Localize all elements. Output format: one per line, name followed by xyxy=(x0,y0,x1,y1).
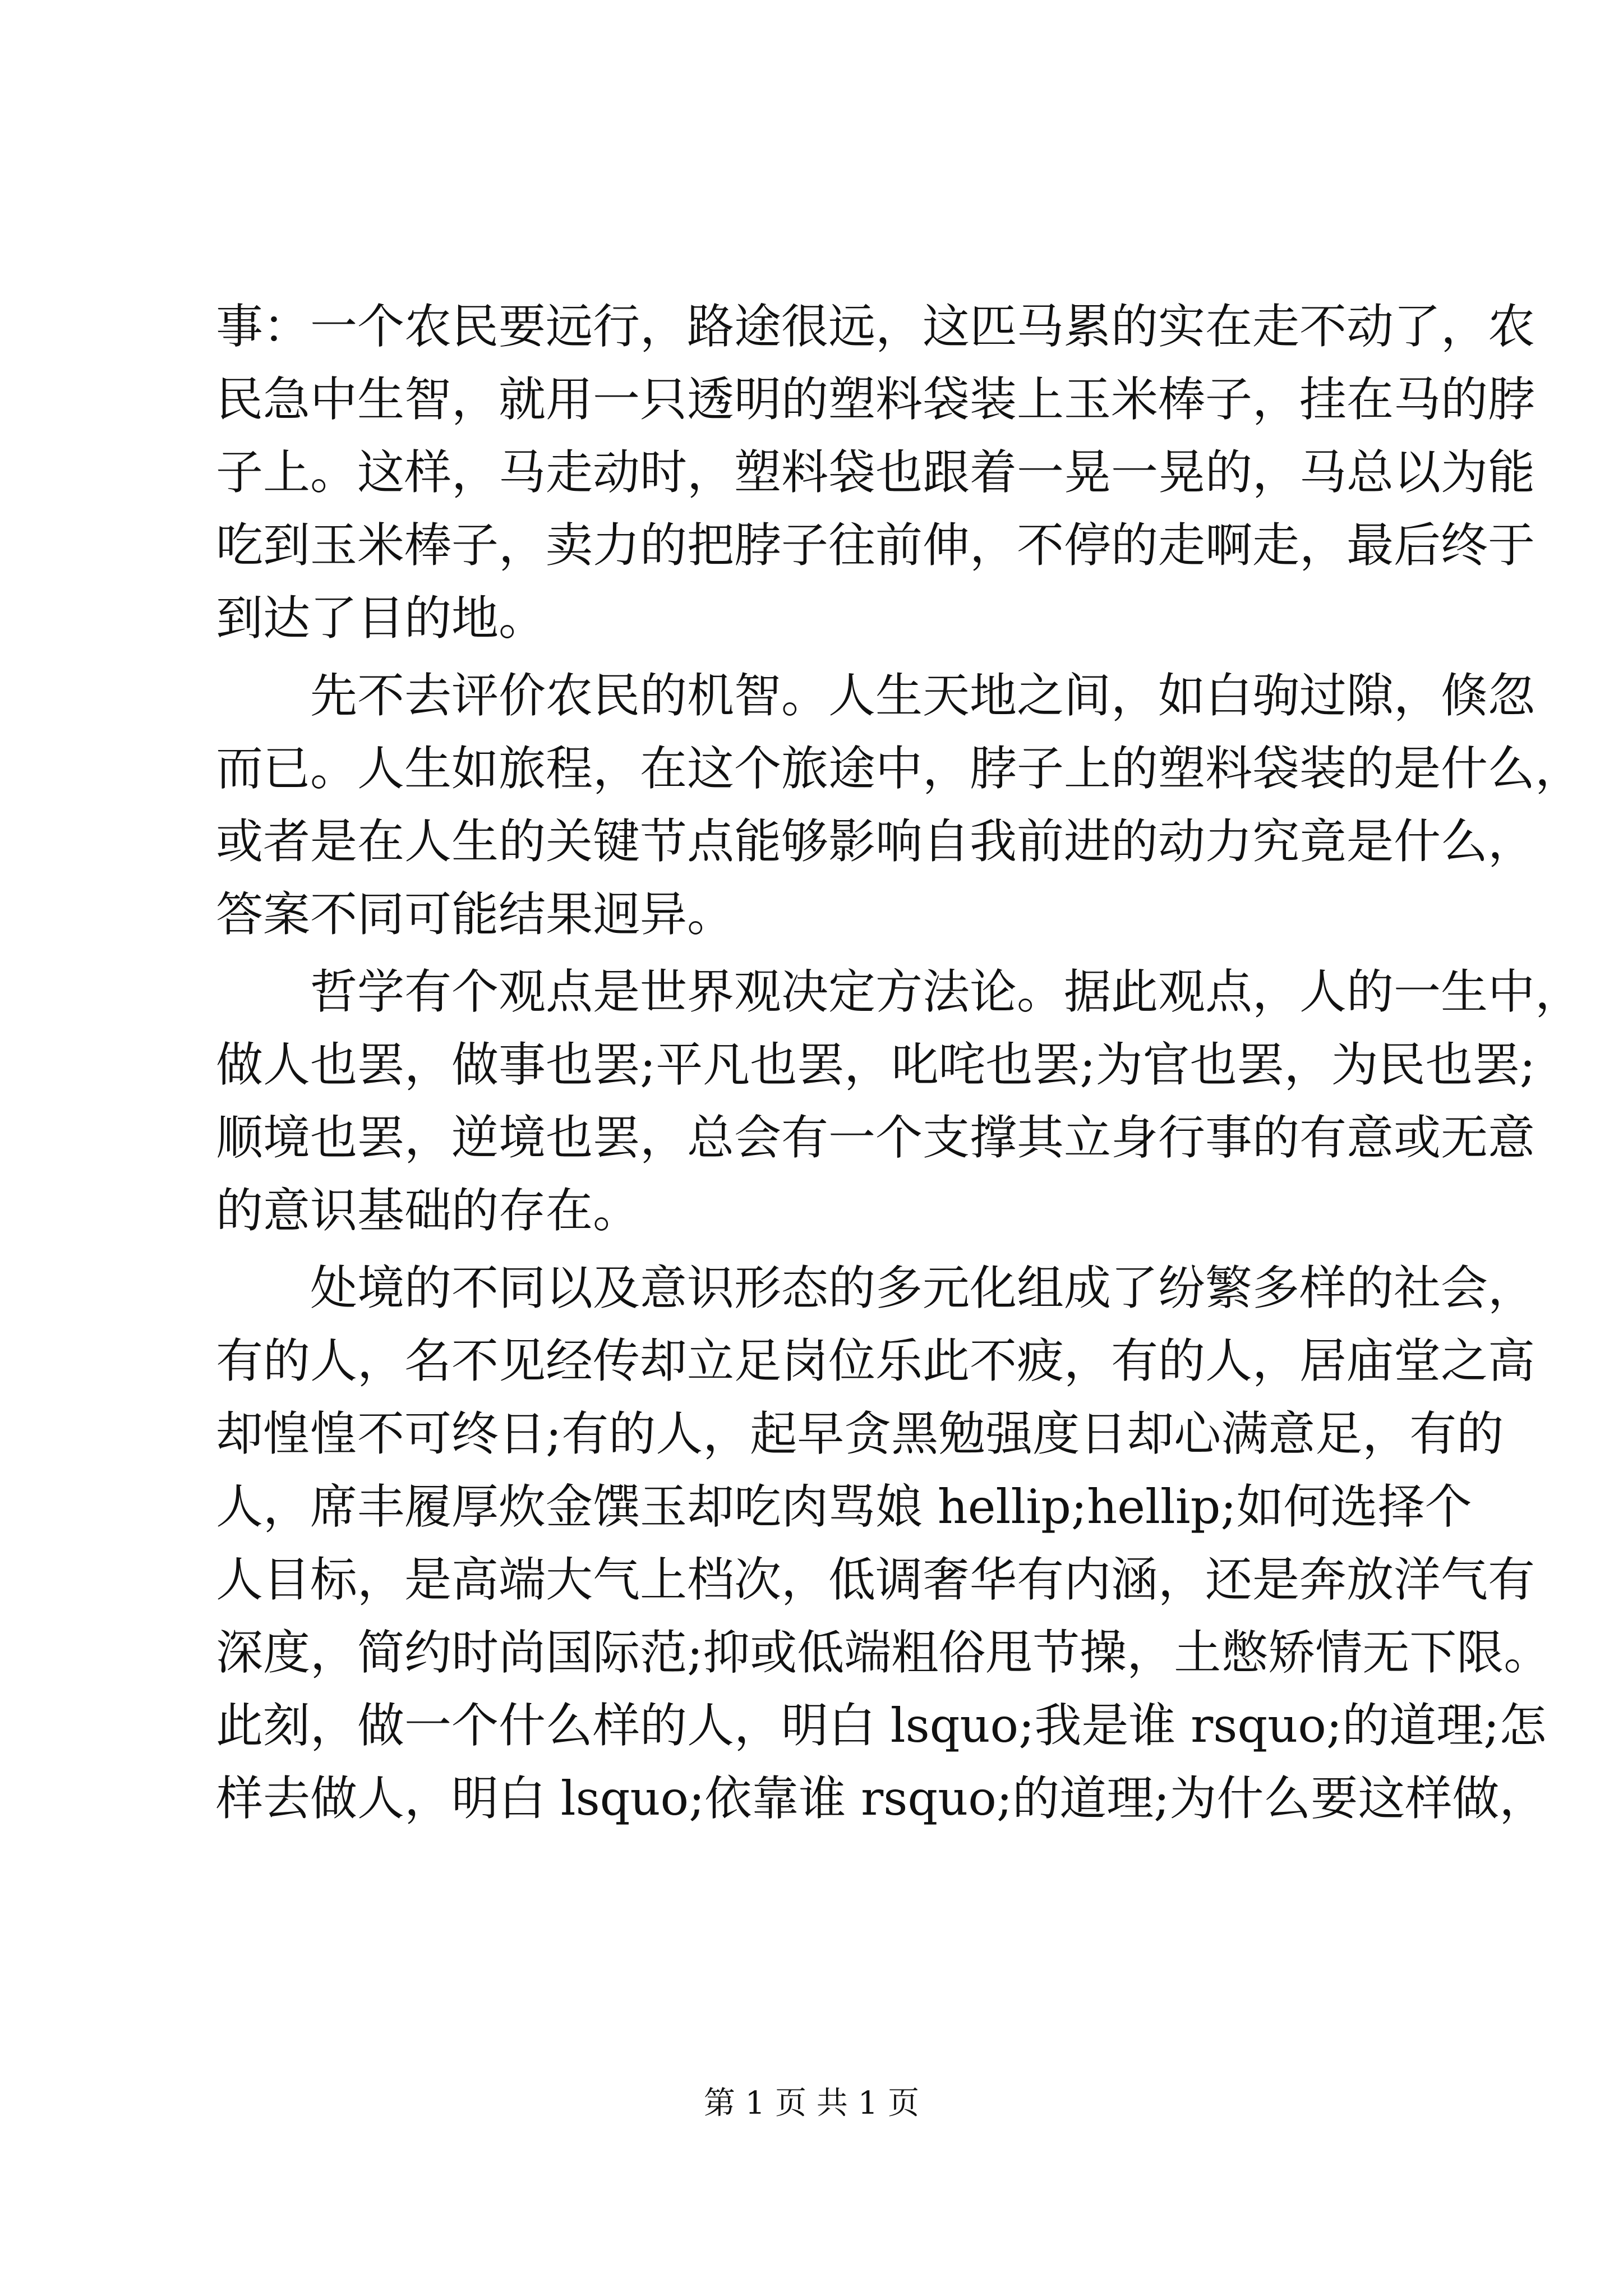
body-text xyxy=(216,290,1583,1835)
text-line: 吃到玉米棒子，卖力的把脖子往前伸，不停的走啊走，最后终于 xyxy=(216,518,1536,573)
text-line: 样去做人，明白 lsquo;依靠谁 rsquo;的道理;为什么要这样做， xyxy=(216,1771,1547,1826)
text-line: 处境的不同以及意识形态的多元化组成了纷繁多样的社会， xyxy=(310,1260,1536,1315)
page-footer: 第 1 页 共 1 页 xyxy=(703,2085,920,2122)
text-line: 顺境也罢，逆境也罢，总会有一个支撑其立身行事的有意或无意 xyxy=(216,1110,1536,1165)
text-line: 人，席丰履厚炊金馔玉却吃肉骂娘 hellip;hellip;如何选择个 xyxy=(216,1479,1472,1534)
text-line: 有的人，名不见经传却立足岗位乐此不疲，有的人，居庙堂之高 xyxy=(216,1333,1536,1388)
text-line: 到达了目的地。 xyxy=(216,591,546,646)
text-line: 做人也罢，做事也罢;平凡也罢，叱咤也罢;为官也罢，为民也罢; xyxy=(216,1037,1536,1092)
paragraph xyxy=(216,955,1583,1247)
paragraph xyxy=(216,1251,1551,1835)
text-line: 却惶惶不可终日;有的人，起早贪黑勉强度日却心满意足，有的 xyxy=(216,1406,1504,1461)
text-line: 民急中生智，就用一只透明的塑料袋装上玉米棒子，挂在马的脖 xyxy=(216,372,1536,427)
text-line: 而已。人生如旅程，在这个旅途中，脖子上的塑料袋装的是什么， xyxy=(216,741,1583,796)
text-line: 先不去评价农民的机智。人生天地之间，如白驹过隙，倏忽 xyxy=(310,668,1536,723)
text-line: 哲学有个观点是世界观决定方法论。据此观点，人的一生中， xyxy=(310,964,1583,1019)
text-line: 此刻，做一个什么样的人，明白 lsquo;我是谁 rsquo;的道理;怎 xyxy=(216,1698,1547,1753)
paragraph xyxy=(216,659,1583,951)
text-line: 子上。这样，马走动时，塑料袋也跟着一晃一晃的，马总以为能 xyxy=(216,445,1536,500)
text-line: 或者是在人生的关键节点能够影响自我前进的动力究竟是什么， xyxy=(216,814,1536,869)
text-line: 人目标，是高端大气上档次，低调奢华有内涵，还是奔放洋气有 xyxy=(216,1552,1536,1607)
text-line: 的意识基础的存在。 xyxy=(216,1183,640,1238)
paragraph-gap xyxy=(216,655,1433,659)
paragraph-gap xyxy=(216,951,1433,955)
text-line: 答案不同可能结果迥异。 xyxy=(216,887,735,942)
text-line: 深度，简约时尚国际范;抑或低端粗俗甩节操，土憋矫情无下限。 xyxy=(216,1625,1551,1680)
text-line: 事：一个农民要远行，路途很远，这匹马累的实在走不动了，农 xyxy=(216,299,1536,354)
paragraph-gap xyxy=(216,1247,1433,1251)
paragraph xyxy=(216,290,1536,655)
